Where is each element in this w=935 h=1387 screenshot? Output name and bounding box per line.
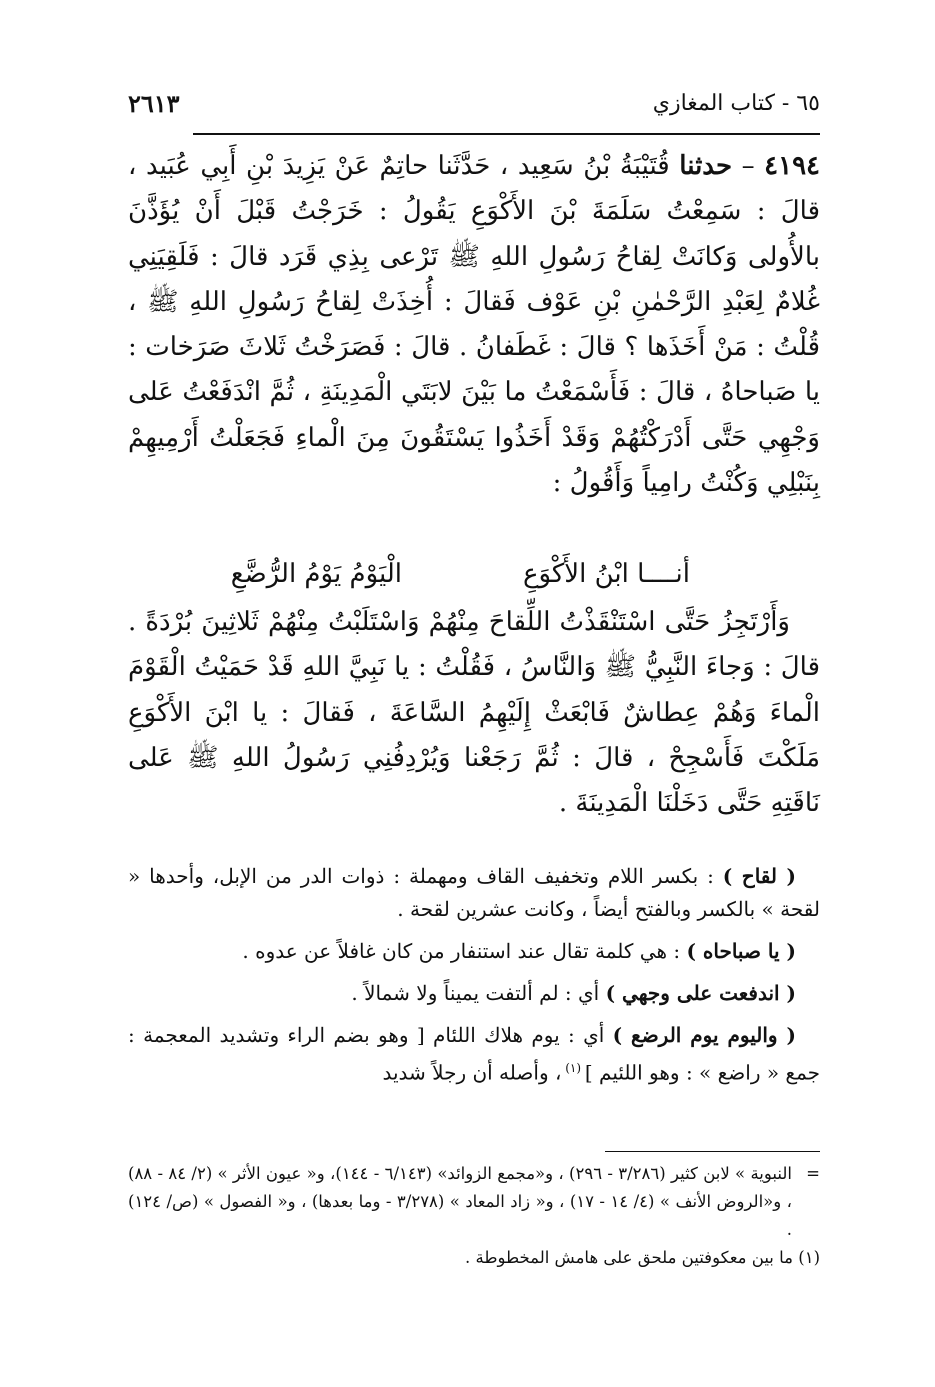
- gloss-explanation-continued: ، وأصله أن رجلاً شديد: [382, 1060, 562, 1085]
- gloss-item: [128, 977, 820, 1010]
- hadith-text: ٤١٩٤ – حدثنا قُتَيْبَةُ بْنُ سَعِيد ، حَدَّثَنا حاتِمٌ عَنْ يَزِيدَ بْنِ أَبِي عُبَيد ، قالَ : سَمِعْتُ سَلَمَةَ بْنَ الأَكْوَعِ يَقُولُ : خَرَجْتُ قَبْلَ أَنْ يُؤَذَّنَ بالأُولى وَكانَتْ لِقاحُ رَسُولِ اللهِ ﷺ تَرْعى بِذِي قَرَد قالَ : فَلَقِيَنِي غُلامٌ لِعَبْدِ الرَّحْمٰنِ بْنِ عَوْف فَقالَ : أُخِذَتْ لِقاحُ رَسُولِ اللهِ ﷺ ، قُلْتُ : مَنْ أَخَذَها ؟ قالَ : غَطَفانُ . قالَ : فَصَرَخْتُ ثَلاثَ صَرَخات : يا صَباحاهُ ، قالَ : فَأَسْمَعْتُ ما بَيْنَ لابَتَي الْمَدِينَةِ ، ثُمَّ انْدَفَعْتُ عَلى وَجْهِي حَتَّى أَدْرَكْتُهُمْ وَقَدْ أَخَذُوا يَسْتَقُونَ مِنَ الْماءِ فَجَعَلْتُ أَرْمِيهِمْ بِنَبْلِي وَكُنْتُ رامِياً وَأَقُولُ :: [128, 151, 821, 499]
- gloss-explanation: : بكسر اللام وتخفيف القاف ومهملة : ذوات الدر من الإبل، وأحدها « لقحة » بالكسر وبالفتح أيضاً ، وكانت عشرين لقحة .: [128, 864, 820, 921]
- gloss-explanation: أي : يوم هلاك اللئام [ وهو بضم الراء وتشديد المعجمة : جمع « راضع » : وهو اللئيم ]: [128, 1023, 820, 1085]
- verse-line: [128, 552, 820, 597]
- footnote-1: (١) ما بين معكوفتين ملحق على هامش المخطوطة .: [464, 1248, 820, 1267]
- hadith-paragraph-1: قُتَيْبَةُ بْنُ سَعِيد ، حَدَّثَنا حاتِمٌ عَنْ يَزِيدَ بْنِ أَبِي عُبَيد ، قالَ : سَمِعْتُ سَلَمَةَ بْنَ الأَكْوَعِ يَقُولُ : خَرَجْتُ قَبْلَ أَنْ يُؤَذَّنَ بالأُولى وَكانَتْ لِقاحُ رَسُولِ اللهِ ﷺ تَرْعى بِذِي قَرَد قالَ : فَلَقِيَنِي غُلامٌ لِعَبْدِ الرَّحْمٰنِ بْنِ عَوْف فَقالَ : أُخِذَتْ لِقاحُ رَسُولِ اللهِ ﷺ ، قُلْتُ : مَنْ أَخَذَها ؟ قالَ : غَطَفانُ . قالَ : فَصَرَخْتُ ثَلاثَ صَرَخات : يا صَباحاهُ ، قالَ : فَأَسْمَعْتُ ما بَيْنَ لابَتَي الْمَدِينَةِ ، ثُمَّ انْدَفَعْتُ عَلى وَجْهِي حَتَّى أَدْرَكْتُهُمْ وَقَدْ أَخَذُوا يَسْتَقُونَ مِنَ الْماءِ فَجَعَلْتُ أَرْمِيهِمْ بِنَبْلِي وَكُنْتُ رامِياً وَأَقُولُ :: [128, 151, 820, 499]
- gloss-item: [128, 1019, 820, 1090]
- chapter-title: ٦٥ - كتاب المغازي: [652, 91, 820, 116]
- verse-second-hemistich: الْيَوْمُ يَوْمُ الرُّضَّعِ: [230, 559, 402, 589]
- commentary-glosses: [128, 860, 820, 1099]
- gloss-item: [128, 935, 820, 968]
- footnotes: [128, 1160, 820, 1272]
- gloss-term: ( يا صباحاه ): [686, 939, 796, 963]
- verse-first-hemistich: أنــــا ابْنُ الأَكْوَعِ: [522, 559, 690, 589]
- running-header: [128, 88, 820, 128]
- footnote-continued-text: النبوية » لابن كثير (٣/٢٨٦ - ٢٩٦) ، و«مجمع الزوائد» (٦/١٤٣ - ١٤٤)، و« عيون الأثر » (٢/ ٨٤ - ٨٨) ، و«الروض الأنف » (٤/ ١٤ - ١٧) ، و« زاد المعاد » (٣/٢٧٨ - وما بعدها) ، و« الفصول » (ص/ ١٢٤) .: [128, 1164, 792, 1239]
- footnote-continued: [128, 1160, 820, 1244]
- gloss-explanation: أي : لم ألتفت يميناً ولا شمالاً .: [351, 981, 606, 1005]
- gloss-term: ( واليوم يوم الرضع ): [612, 1023, 796, 1047]
- hadith-number: ٤١٩٤: [764, 151, 821, 181]
- footnote-divider: [605, 1151, 820, 1152]
- hadith-opening-word: حدثنا: [679, 151, 733, 181]
- gloss-explanation: : هي كلمة تقال عند استنفار من كان غافلاً عن عدوه .: [242, 939, 687, 963]
- header-divider: [193, 133, 820, 135]
- footnote-reference: (١): [561, 1061, 585, 1075]
- book-page: [128, 0, 820, 1387]
- page-number: ٢٦١٣: [128, 89, 180, 118]
- gloss-item: [128, 860, 820, 926]
- gloss-term: ( لقاح ): [722, 864, 796, 888]
- hadith-paragraph-2: وَأَرْتَجِزُ حَتَّى اسْتَنْقَذْتُ اللِّقاحَ مِنْهُمْ وَاسْتَلَبْتُ مِنْهُمْ ثَلاثِينَ بُرْدَةً . قالَ : وَجاءَ النَّبِيُّ ﷺ وَالنَّاسُ ، فَقُلْتُ : يا نَبِيَّ اللهِ قَدْ حَمَيْتُ الْقَوْمَ الْماءَ وَهُمْ عِطاشٌ فَابْعَثْ إِلَيْهِمُ السَّاعَةَ ، فَقالَ : يا ابْنَ الأَكْوَعِ مَلَكْتَ فَأَسْجِحْ ، قالَ : ثُمَّ رَجَعْنا وَيُرْدِفُنِي رَسُولُ اللهِ ﷺ عَلى نَاقَتِهِ حَتَّى دَخَلْنَا الْمَدِينَةَ .: [128, 607, 820, 819]
- continuation-marker: =: [806, 1164, 820, 1183]
- gloss-term: ( اندفعت على وجهي ): [605, 981, 796, 1005]
